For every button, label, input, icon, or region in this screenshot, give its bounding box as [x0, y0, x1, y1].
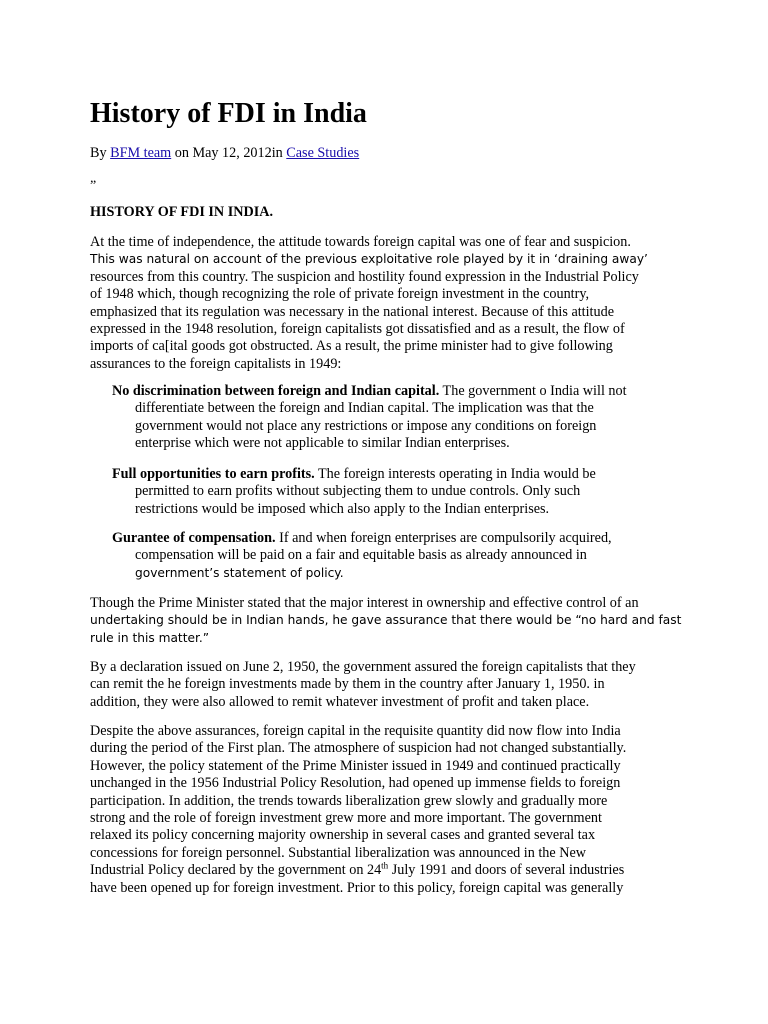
bullet-title: No discrimination between foreign and Indian capital.	[112, 383, 440, 399]
byline	[90, 144, 359, 162]
paragraph-line: This was natural on account of the previous exploitative role played by it in ‘draining away’	[90, 252, 648, 267]
line-text: July 1991 and doors of several industries	[388, 862, 625, 879]
bullet-first-line	[112, 383, 692, 400]
paragraph-line: By a declaration issued on June 2, 1950, the government assured the foreign capitalists that they	[90, 659, 636, 675]
paragraph-line: concessions for foreign personnel. Substantial liberalization was announced in the New	[90, 844, 587, 861]
paragraph-line: imports of ca[ital goods got obstructed. As a result, the prime minister had to give following	[90, 338, 613, 355]
bullet-line: enterprise which were not applicable to similar Indian enterprises.	[135, 435, 510, 452]
paragraph-3	[90, 659, 690, 711]
paragraph-line: However, the policy statement of the Prime Minister issued in 1949 and continued practically	[90, 757, 621, 774]
bullet-first-line	[112, 466, 692, 483]
paragraph-4	[90, 723, 690, 897]
paragraph-line: of 1948 which, though recognizing the role of private foreign investment in the country,	[90, 286, 590, 303]
paragraph-line: unchanged in the 1956 Industrial Policy Resolution, had opened up immense fields to foreign	[90, 775, 621, 792]
ordinal-suffix: th	[381, 860, 389, 871]
paragraph-line: relaxed its policy concerning majority ownership in several cases and granted several tax	[90, 827, 596, 844]
article-title: History of FDI in India	[90, 98, 367, 129]
paragraph-2	[90, 595, 690, 647]
paragraph-line: undertaking should be in Indian hands, he gave assurance that there would be “no hard and fast	[90, 613, 682, 628]
bullet-item	[112, 383, 692, 453]
paragraph-line: addition, they were also allowed to remit whatever investment of profit and taken place.	[90, 693, 590, 710]
paragraph-line: emphasized that its regulation was necessary in the national interest. Because of this attitude	[90, 303, 614, 320]
bullet-line: government’s statement of policy.	[135, 565, 344, 580]
category-link[interactable]: Case Studies	[286, 145, 360, 161]
paragraph-line: Though the Prime Minister stated that the major interest in ownership and effective control of an	[90, 595, 639, 611]
paragraph-line: Despite the above assurances, foreign capital in the requisite quantity did now flow into India	[90, 723, 621, 739]
paragraph-line: rule in this matter.”	[90, 630, 210, 645]
paragraph-1	[90, 234, 690, 373]
bullet-text: The foreign interests operating in India would be	[314, 466, 596, 482]
bullet-first-line	[112, 530, 692, 547]
section-heading: HISTORY OF FDI IN INDIA.	[90, 204, 274, 220]
bullet-text: The government o India will not	[439, 383, 627, 399]
paragraph-line: assurances to the foreign capitalists in 1949:	[90, 355, 342, 372]
paragraph-line: resources from this country. The suspicion and hostility found expression in the Industrial Policy	[90, 268, 639, 285]
byline-date: on May 12, 2012in	[171, 145, 287, 161]
bullet-line: restrictions would be imposed which also apply to the Indian enterprises.	[135, 500, 550, 517]
paragraph-line: strong and the role of foreign investment grew more and more important. The government	[90, 810, 602, 827]
paragraph-line	[90, 862, 690, 879]
bullet-title: Gurantee of compensation.	[112, 530, 276, 546]
bullet-line: government would not place any restrictions or impose any conditions on foreign	[135, 417, 597, 434]
paragraph-line: have been opened up for foreign investment. Prior to this policy, foreign capital was generally	[90, 879, 624, 896]
bullet-line: permitted to earn profits without subjecting them to undue controls. Only such	[135, 483, 581, 500]
bullet-line: differentiate between the foreign and Indian capital. The implication was that the	[135, 400, 594, 417]
bullet-text: If and when foreign enterprises are compulsorily acquired,	[275, 530, 612, 546]
byline-prefix: By	[90, 145, 111, 161]
quote-mark: „	[90, 171, 97, 186]
author-link[interactable]: BFM team	[110, 145, 172, 161]
paragraph-line: expressed in the 1948 resolution, foreign capitalists got dissatisfied and as a result, the flow of	[90, 321, 625, 338]
paragraph-line: participation. In addition, the trends towards liberalization grew slowly and gradually more	[90, 792, 608, 809]
paragraph-line: can remit the he foreign investments made by them in the country after January 1, 1950. in	[90, 676, 605, 693]
bullet-item	[112, 530, 692, 582]
bullet-line: compensation will be paid on a fair and equitable basis as already announced in	[135, 547, 587, 564]
bullet-title: Full opportunities to earn profits.	[112, 466, 315, 482]
bullet-item	[112, 466, 692, 518]
paragraph-line: At the time of independence, the attitude towards foreign capital was one of fear and suspicion.	[90, 234, 631, 250]
paragraph-line: during the period of the First plan. The atmosphere of suspicion had not changed substantially.	[90, 740, 627, 757]
line-text: Industrial Policy declared by the government on 24	[90, 862, 382, 879]
